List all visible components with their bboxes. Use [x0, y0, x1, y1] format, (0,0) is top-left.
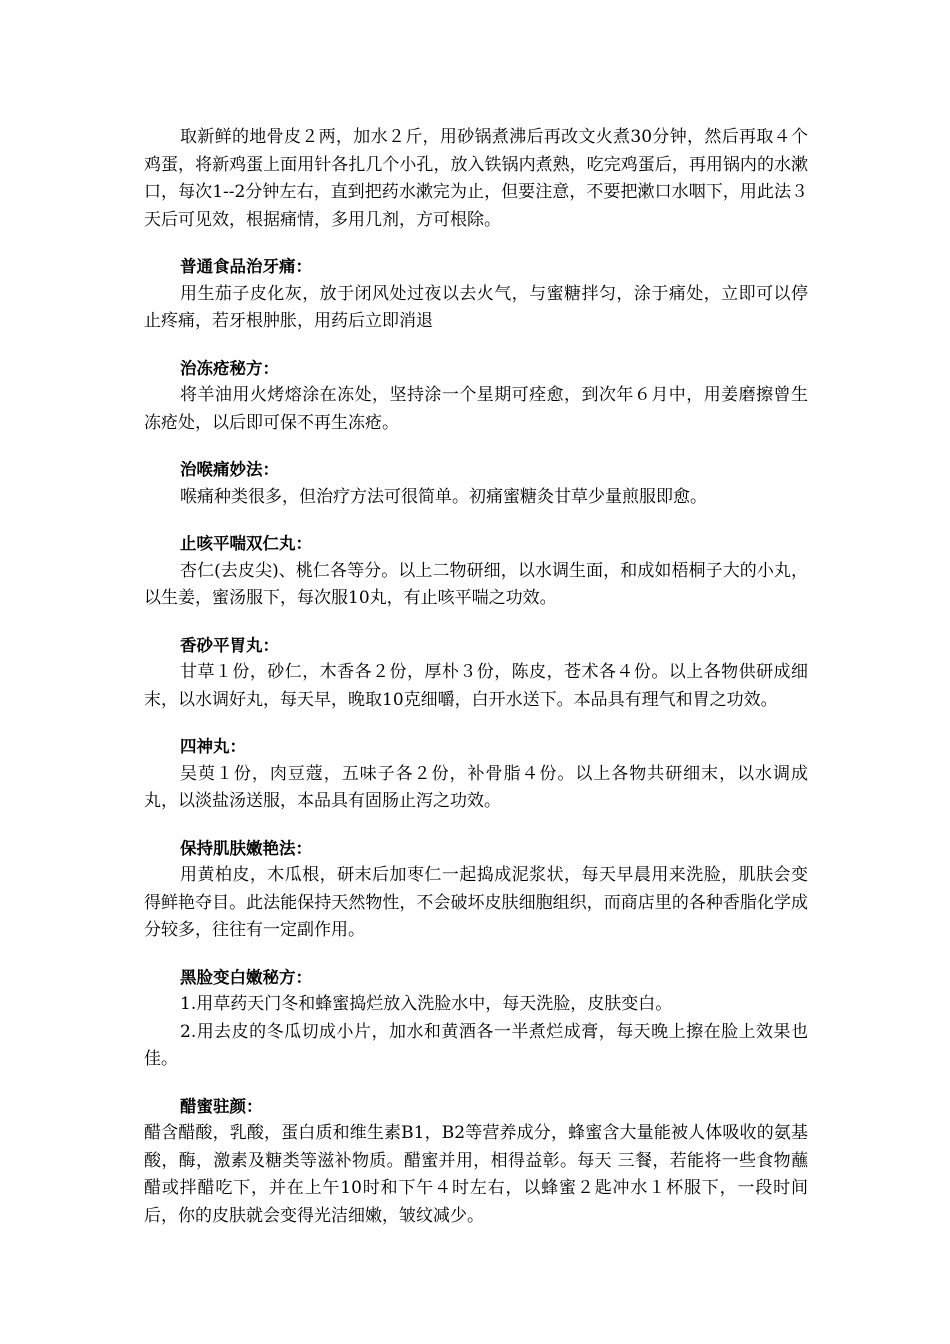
section-intro	[144, 124, 808, 234]
section-frostbite	[144, 355, 808, 438]
section-heading: 保持肌肤嫩艳法：	[180, 838, 312, 858]
section-whitening	[144, 964, 808, 1074]
section-sore-throat	[144, 456, 808, 511]
section-heading: 香砂平胃丸：	[180, 635, 279, 655]
section-heading: 醋蜜驻颜：	[180, 1096, 263, 1116]
paragraph: 取新鲜的地骨皮２两，加水２斤，用砂锅煮沸后再改文火煮30分钟，然后再取４个鸡蛋，将新鸡蛋上面用针各扎几个小孔，放入铁锅内煮熟，吃完鸡蛋后，再用锅内的水漱口，每次1--2分钟左右，直到把药水漱完为止，但要注意，不要把漱口水咽下，用此法３天后可见效，根据痛情，多用几剂，方可根除。	[144, 127, 808, 230]
paragraph: 1.用草药天门冬和蜂蜜捣烂放入洗脸水中，每天洗脸，皮肤变白。	[180, 994, 673, 1014]
paragraph: 2.用去皮的冬瓜切成小片，加水和黄酒各一半煮烂成膏，每天晚上擦在脸上效果也佳。	[144, 1021, 808, 1069]
paragraph: 杏仁(去皮尖)、桃仁各等分。以上二物研细，以水调生面，和成如梧桐子大的小丸，以生姜，蜜汤服下，每次服10丸，有止咳平喘之功效。	[144, 560, 808, 608]
paragraph: 甘草１份，砂仁，木香各２份，厚朴３份，陈皮，苍术各４份。以上各物供研成细末，以水调好丸，每天早，晚取10克细嚼，白开水送下。本品具有理气和胃之功效。	[144, 662, 808, 710]
paragraph: 喉痛种类很多，但治疗方法可很简单。初痛蜜糖灸甘草少量煎服即愈。	[180, 486, 707, 507]
section-stomach-pills	[144, 632, 808, 715]
section-cough-pills	[144, 530, 808, 613]
section-heading: 止咳平喘双仁丸：	[180, 534, 312, 553]
section-heading: 治喉痛妙法：	[180, 460, 279, 479]
paragraph: 用黄柏皮，木瓜根，研末后加枣仁一起捣成泥浆状，每天早晨用来洗脸，肌肤会变得鲜艳夺目。此法能保持天然物性，不会破坏皮肤细胞组织，而商店里的各种香脂化学成分较多，往往有一定副作用。	[144, 865, 808, 940]
section-heading: 普通食品治牙痛：	[180, 257, 312, 276]
section-heading: 治冻疮秘方：	[180, 358, 279, 378]
section-heading: 四神丸：	[180, 737, 246, 756]
section-sishen-pills	[144, 733, 808, 816]
section-toothache	[144, 253, 808, 336]
paragraph: 醋含醋酸，乳酸，蛋白质和维生素B1，B2等营养成分，蜂蜜含大量能被人体吸收的氨基酸，酶，激素及糖类等滋补物质。醋蜜并用，相得益彰。每天 三餐，若能将一些食物蘸醋或拌醋吃下，并在上午10时和下午４时左右，以蜂蜜２匙冲水１杯服下，一段时间后，你的皮肤就会变得光洁细嫩，皱纹减少。	[144, 1123, 808, 1226]
paragraph: 将羊油用火烤熔涂在冻处，坚持涂一个星期可痊愈，到次年６月中，用姜磨擦曾生冻疮处，以后即可保不再生冻疮。	[144, 385, 808, 433]
section-vinegar-honey	[144, 1093, 808, 1231]
paragraph: 用生茄子皮化灰，放于闭风处过夜以去火气，与蜜糖拌匀，涂于痛处，立即可以停止疼痛，若牙根肿胀，用药后立即消退	[144, 283, 808, 331]
paragraph: 吴萸１份，肉豆蔻，五味子各２份，补骨脂４份。以上各物共研细末，以水调成丸，以淡盐汤送服，本品具有固肠止泻之功效。	[144, 763, 808, 811]
section-heading: 黑脸变白嫩秘方：	[180, 967, 312, 987]
document-page	[144, 124, 808, 1249]
section-skin-care	[144, 835, 808, 945]
